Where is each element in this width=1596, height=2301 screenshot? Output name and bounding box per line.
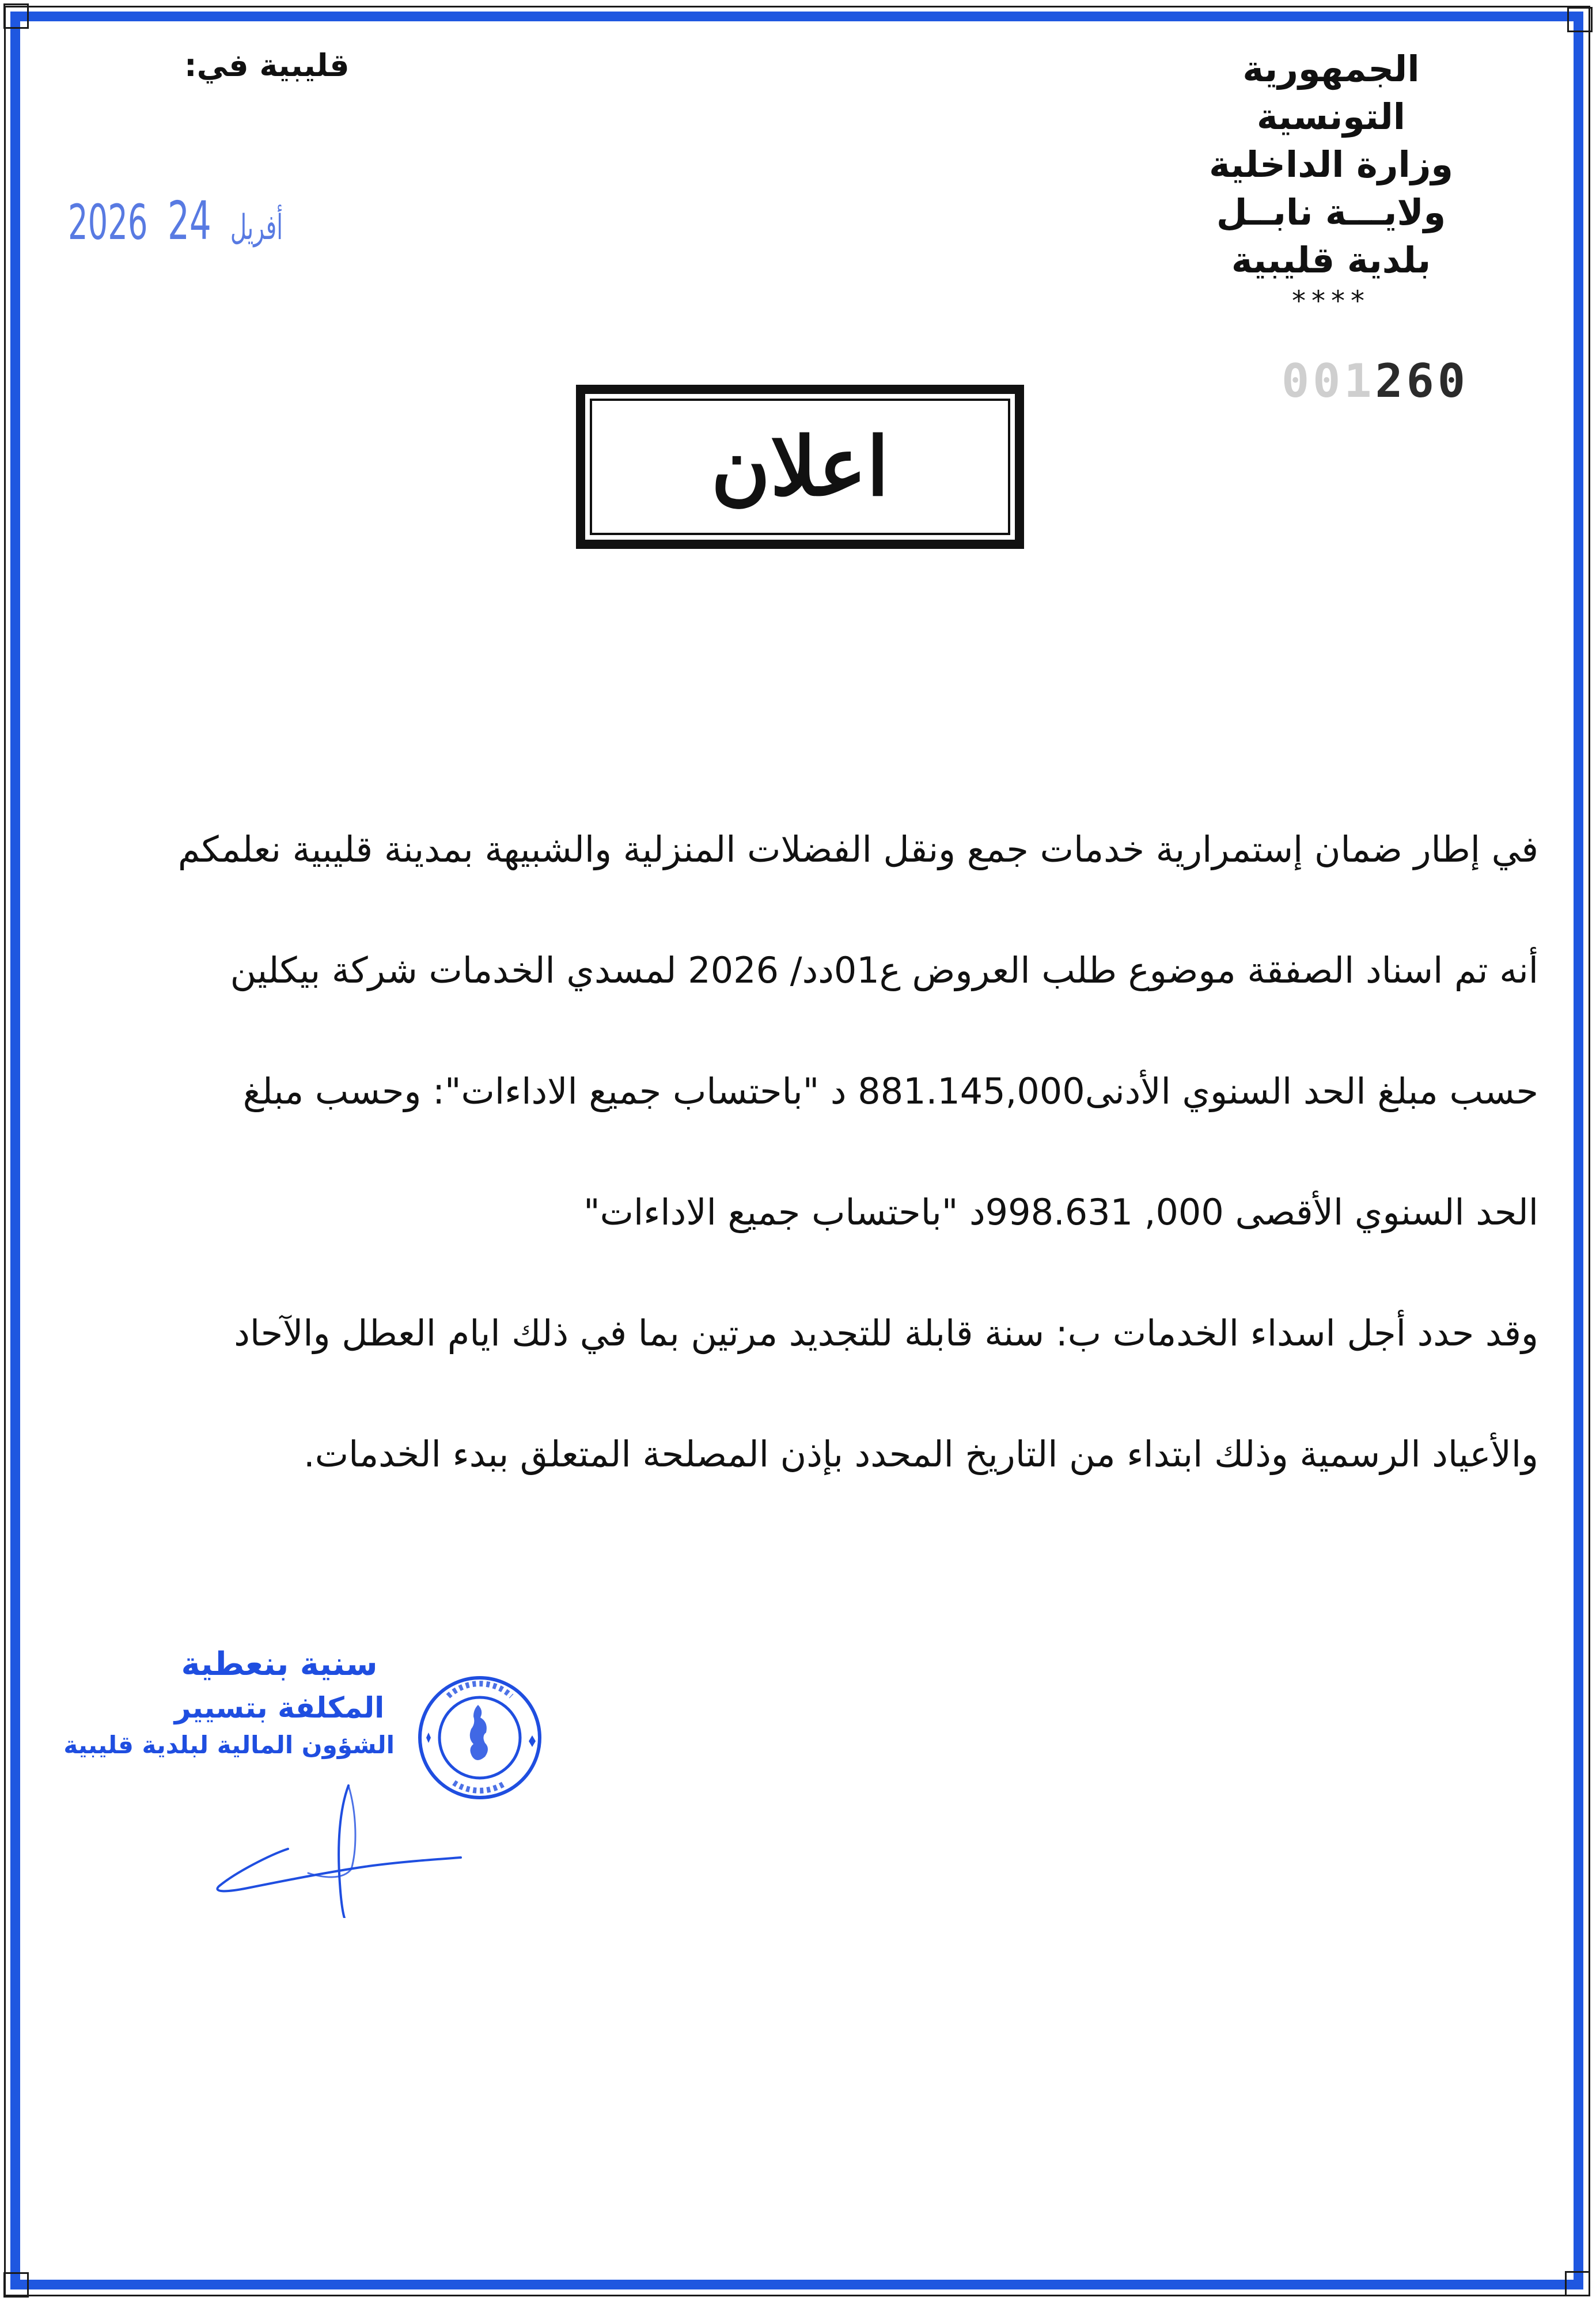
signatory-name: سنية بنعطية (181, 1646, 378, 1683)
body-line: وقد حدد أجل اسداء الخدمات ب: سنة قابلة للتجديد مرتين بما في ذلك ايام العطل والآحاد (234, 1312, 1538, 1354)
date-stamp-month: أفريل (230, 207, 283, 248)
place-date-label: قليبية في: (184, 47, 350, 84)
body-line: حسب مبلغ الحد السنوي الأدنى881.145,000 د "باحتساب جميع الاداءات": وحسب مبلغ (242, 1070, 1538, 1112)
header-separator: **** (1292, 285, 1370, 317)
body-line: والأعياد الرسمية وذلك ابتداء من التاريخ المحدد بإذن المصلحة المتعلق ببدء الخدمات. (304, 1433, 1538, 1475)
title-box-inner (590, 399, 1010, 535)
title-box (576, 385, 1024, 549)
reference-number-faded: 001 (1282, 354, 1375, 408)
frame-corner-ornament (1565, 2271, 1590, 2296)
frame-corner-ornament (3, 3, 29, 29)
reference-number (1282, 354, 1469, 408)
body-line: أنه تم اسناد الصفقة موضوع طلب العروض ع01دد/ 2026 لمسدي الخدمات شركة بيكلين (230, 949, 1538, 991)
signatory-department: الشؤون المالية لبلدية قليبية (63, 1731, 395, 1759)
signatory-title: المكلفة بتسيير (174, 1691, 385, 1724)
frame-corner-ornament (3, 2272, 29, 2298)
announcement-body (69, 806, 1538, 1532)
seal-map-emblem (470, 1705, 488, 1760)
header-governorate: ولايـــة نابــل (1216, 191, 1446, 233)
frame-corner-ornament (1567, 7, 1593, 32)
date-stamp-year: 2026 (68, 194, 148, 251)
body-line: في إطار ضمان إستمرارية خدمات جمع ونقل الفضلات المنزلية والشبيهة بمدينة قليبية نعلمكم (177, 828, 1538, 870)
date-stamp (68, 190, 292, 252)
seal-star-icon (426, 1733, 431, 1743)
signatory-stamp (63, 1642, 395, 1762)
body-line: الحد السنوي الأقصى 000, 998.631د "باحتساب جميع الاداءات" (583, 1191, 1538, 1233)
header-municipality: بلدية قليبية (1231, 239, 1431, 281)
reference-number-clear: 260 (1375, 354, 1469, 408)
date-stamp-day: 24 (168, 190, 211, 252)
document-title: اعلان (711, 419, 889, 514)
header-country: الجمهورية التونسية (1242, 48, 1420, 138)
header-ministry: وزارة الداخلية (1209, 143, 1453, 185)
official-header (1170, 45, 1492, 319)
handwritten-signature (213, 1780, 472, 1918)
seal-star-icon (529, 1735, 536, 1747)
